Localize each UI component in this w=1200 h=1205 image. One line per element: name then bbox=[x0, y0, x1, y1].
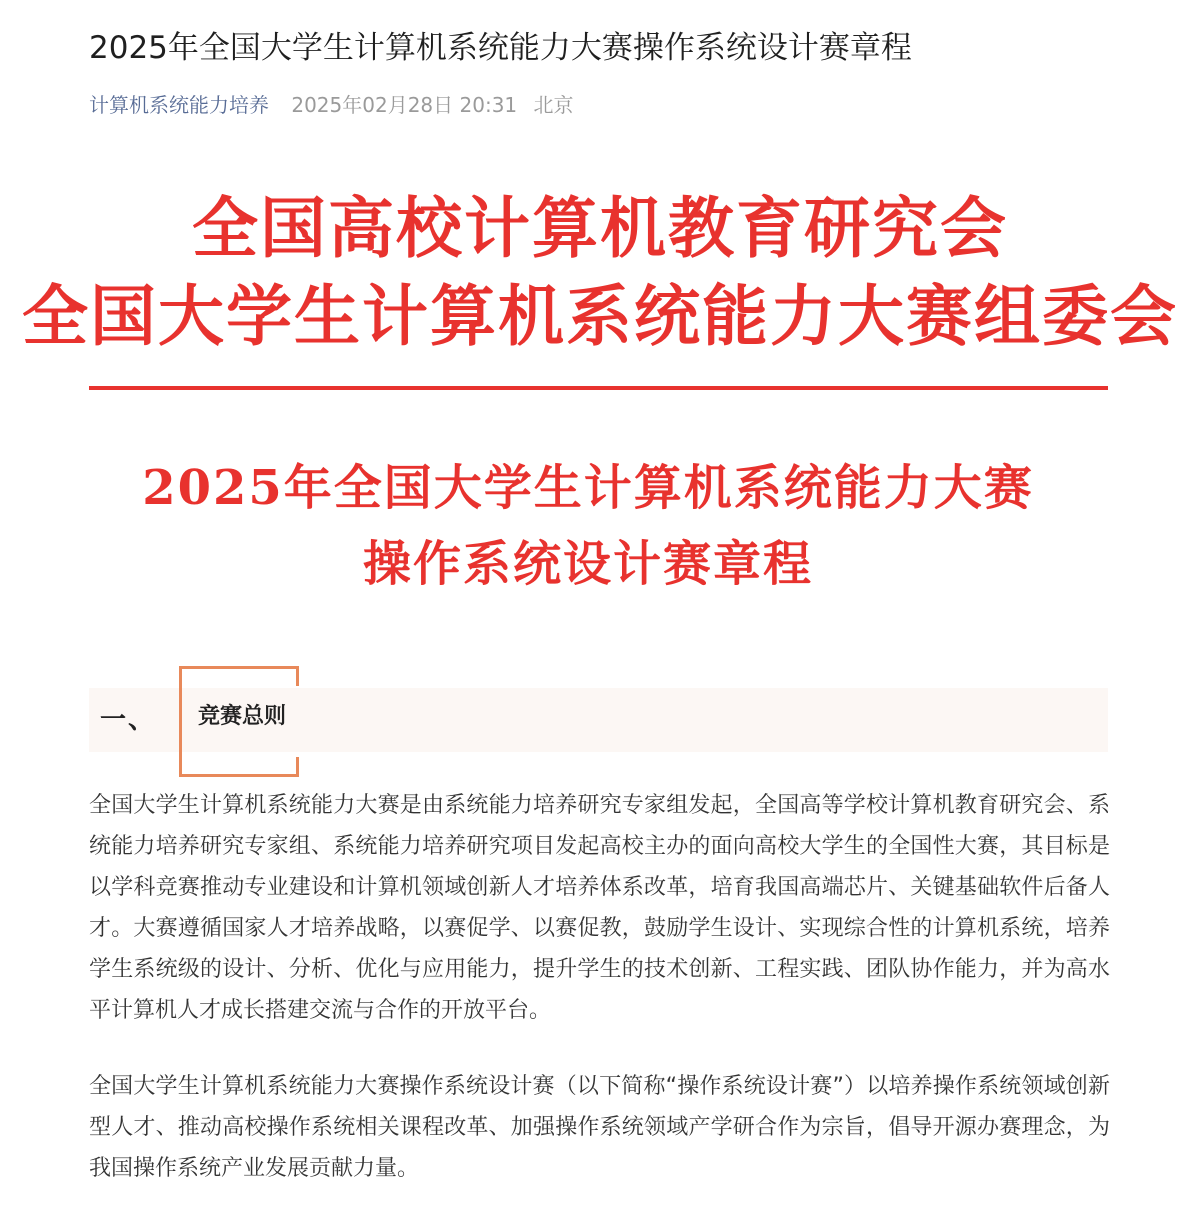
article-meta bbox=[89, 90, 574, 120]
article-title: 2025年全国大学生计算机系统能力大赛操作系统设计赛章程 bbox=[89, 30, 912, 66]
publish-time: 2025年02月28日 20:31 bbox=[291, 93, 518, 117]
body-paragraph: 全国大学生计算机系统能力大赛是由系统能力培养研究专家组发起，全国高等学校计算机教育研究会、系统能力培养研究专家组、系统能力培养研究项目发起高校主办的面向高校大学生的全国性大赛，其目标是以学科竞赛推动专业建设和计算机领域创新人才培养体系改革，培育我国高端芯片、关键基础软件后备人才。大赛遵循国家人才培养战略，以赛促学、以赛促教，鼓励学生设计、实现综合性的计算机系统，培养学生系统级的设计、分析、优化与应用能力，提升学生的技术创新、工程实践、团队协作能力，并为高水平计算机人才成长搭建交流与合作的开放平台。 bbox=[89, 793, 1110, 1023]
account-name-link[interactable]: 计算机系统能力培养 bbox=[89, 93, 269, 117]
section-number: 一、 bbox=[100, 705, 157, 735]
org-name-line-1: 全国高校计算机教育研究会 bbox=[192, 189, 1008, 267]
section-heading: 竞赛总则 bbox=[198, 704, 287, 729]
document-title-line-2: 操作系统设计赛章程 bbox=[362, 536, 813, 592]
org-name-line-2: 全国大学生计算机系统能力大赛组委会 bbox=[22, 277, 1178, 355]
body-paragraph: 全国大学生计算机系统能力大赛操作系统设计赛（以下简称“操作系统设计赛”）以培养操作系统领域创新型人才、推动高校操作系统相关课程改革、加强操作系统领域产学研合作为宗旨，倡导开源办赛理念，为我国操作系统产业发展贡献力量。 bbox=[89, 1074, 1110, 1181]
red-divider bbox=[89, 386, 1108, 390]
publish-location: 北京 bbox=[533, 93, 574, 117]
document-title-line-1: 2025年全国大学生计算机系统能力大赛 bbox=[142, 460, 1034, 516]
